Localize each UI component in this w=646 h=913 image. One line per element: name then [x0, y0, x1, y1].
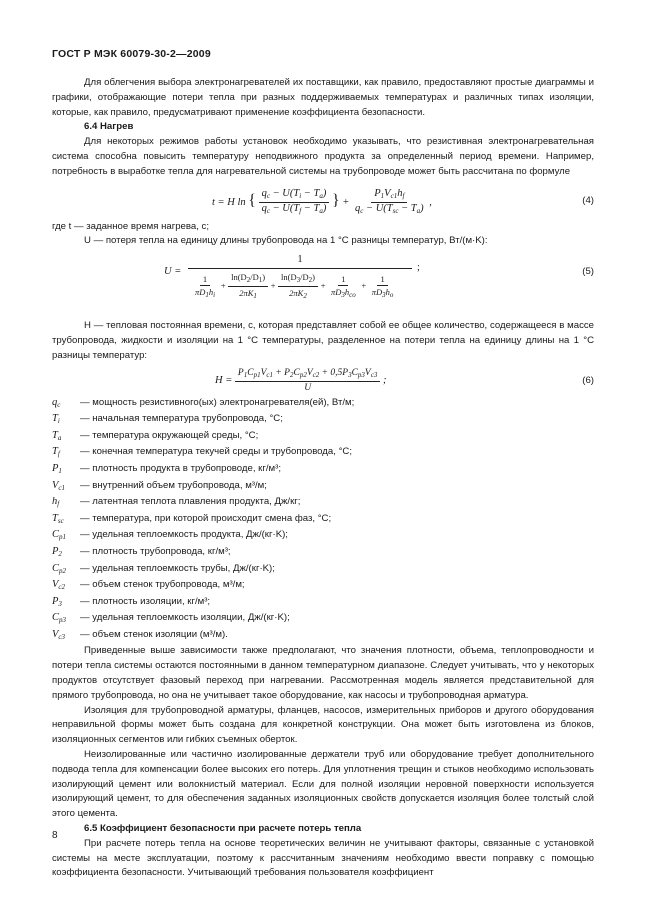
definition-symbol: $V_{c3}$ — [52, 628, 66, 641]
definition-symbol: $C_{p1}$ — [52, 529, 67, 542]
definition-text: — плотность продукта в трубопроводе, кг/м³; — [80, 462, 281, 474]
definition-item — [52, 595, 594, 612]
definition-text: — мощность резистивного(ых) электронагревателя(ей), Вт/м; — [80, 396, 355, 408]
uninsulated-paragraph: Неизолированные или частично изолированные держатели труб или оборудование требует дополнительного подвода тепла для компенсации более высоких его потерь. Для уплотнения трещин и стыков необходимо использовать изолирующий цемент или волокнистый материал. Если для полной изоляции неровной поверхности используется изолирующий цемент, то для обеспечения заданных изоляционных свойств допускается изоляция более толстый слой этого цемента. — [52, 749, 594, 820]
section-6-5-title: 6.5 Коэффициент безопасности при расчете потерь тепла — [84, 823, 362, 835]
definition-item — [52, 512, 594, 529]
equation-4-number: (4) — [582, 194, 594, 206]
definition-symbol: $P_2$ — [52, 545, 62, 558]
definition-text: — объем стенок трубопровода, м³/м; — [80, 579, 245, 591]
definition-symbol: $T_{sc}$ — [52, 512, 64, 525]
definition-symbol: $V_{c1}$ — [52, 479, 66, 492]
document-header: ГОСТ Р МЭК 60079-30-2—2009 — [52, 48, 211, 60]
definition-item — [52, 479, 594, 496]
definition-list — [52, 396, 594, 645]
section-6-4-paragraph: Для некоторых режимов работы установок необходимо указывать, что резистивная электронагревательная система способна повысить температуру неподвижного продукта за определенный период времени. Например, потребность в выработке тепла для нагревательной системы на трубопроводе может быть рассчитана по формуле — [52, 136, 594, 177]
definition-item — [52, 396, 594, 413]
definition-symbol: $T_f$ — [52, 446, 60, 459]
equation-6-number: (6) — [582, 374, 594, 386]
definition-text: — удельная теплоемкость трубы, Дж/(кг·K); — [80, 562, 275, 574]
where-u: U — потеря тепла на единицу длины трубопровода на 1 °C разницы температур, Вт/(м·K): — [84, 235, 488, 247]
definition-item — [52, 628, 594, 645]
where-t: где t — заданное время нагрева, с; — [52, 220, 210, 232]
definition-text: — внутренний объем трубопровода, м³/м; — [80, 479, 267, 491]
definition-text: — объем стенок изоляции (м³/м). — [80, 628, 228, 640]
definition-text: — температура, при которой происходит смена фаз, °C; — [80, 512, 332, 524]
definition-item — [52, 429, 594, 446]
insulation-paragraph: Изоляция для трубопроводной арматуры, фланцев, насосов, измерительных приборов и другого оборудования неправильной формы может быть создана для конкретной конструкции. Она может быть изготовлена из блоков, изоляционных сегментов или гибких съемных оберток. — [52, 704, 594, 746]
definition-symbol: $T_i$ — [52, 413, 60, 426]
definition-item — [52, 611, 594, 628]
definition-symbol: $C_{p3}$ — [52, 612, 67, 625]
definition-item — [52, 578, 594, 595]
definition-text: — конечная температура текучей среды и трубопровода, °C; — [80, 446, 352, 458]
page-body — [52, 76, 594, 881]
equation-6: H = $\frac{P_1C_{p1}V_{c1} + P_2C_{p2}V_{c2} + 0,5P_3C_{p3}V_{c3}}{U}$ ; (6) — [215, 367, 594, 393]
definition-item — [52, 562, 594, 579]
section-6-5-paragraph: При расчете потерь тепла на основе теоретических величин не учитывают факторы, связанные с установкой системы на месте эксплуатации, поэтому к рассчитанным значениям необходимо ввести поправку с помощью коэффициента безопасности. Учитывающий требования пользователя коэффициент — [52, 837, 594, 879]
definition-symbol: $C_{p2}$ — [52, 562, 67, 575]
equation-4: t = H ln { $\frac{q_c - U(T_i - T_a)}{q_c - U(T_f - T_a)}$ } + $\frac{P_1V_{c1}h_f}{q_c - U(T_{sc} - T_a)}$ , (4) — [212, 187, 594, 215]
definition-text: — латентная теплота плавления продукта, Дж/кг; — [80, 496, 301, 508]
definition-symbol: $q_c$ — [52, 396, 61, 409]
definition-item — [52, 412, 594, 429]
definition-item — [52, 462, 594, 479]
definition-text: — удельная теплоемкость продукта, Дж/(кг·K); — [80, 529, 288, 541]
definition-text: — температура окружающей среды, °C; — [80, 429, 259, 441]
definition-symbol: $T_a$ — [52, 429, 62, 442]
definition-item — [52, 445, 594, 462]
intro-paragraph: Для облегчения выбора электронагревателей их поставщики, как правило, предоставляют простые диаграммы и графики, отображающие потери тепла при разных поддерживаемых температурах и различных типах изоляции, которые, как правило, предусматривают применение коэффициента безопасности. — [52, 77, 594, 118]
definition-symbol: $V_{c2}$ — [52, 579, 66, 592]
definition-item — [52, 545, 594, 562]
equation-5: U = 1 $\frac{1}{\pi D_1h_i}$ + $\frac{\ln(D_2/D_1)}{2\pi K_1}$ + $\frac{\ln(D_3/D_2)}{2\pi K_2}$ + $\frac{1}{\pi D_3h_{co}}$ + $\frac{1}{\pi D_3h_o}$ ; (5) — [164, 254, 594, 301]
dependencies-paragraph: Приведенные выше зависимости также предполагают, что значения плотности, объема, теплопроводности и потери тепла системы остаются постоянными в данном температурном диапазоне. Следует учитывать, что у некоторых продуктов отсутствует фазовый переход при нагревании. Рассмотренная модель является представительной для прямого трубопровода, но она не учитывает такое оборудование, как насосы и трубопроводная арматура. — [52, 645, 594, 701]
page-number: 8 — [52, 830, 58, 841]
equation-5-number: (5) — [582, 266, 594, 278]
definition-symbol: $h_f$ — [52, 496, 60, 509]
h-paragraph: H — тепловая постоянная времени, c, которая представляет собой ее общее количество, содержащееся в массе трубопровода, жидкости и изоляции на 1 °C температуры, разделенное на потери тепла на единицу длины на 1 °C разницы температур: — [52, 320, 594, 361]
definition-text: — плотность трубопровода, кг/м³; — [80, 545, 231, 557]
definition-text: — удельная теплоемкость изоляции, Дж/(кг·K); — [80, 612, 290, 624]
definition-symbol: $P_1$ — [52, 462, 62, 475]
definition-item — [52, 528, 594, 545]
definition-symbol: $P_3$ — [52, 595, 62, 608]
section-6-4-title: 6.4 Нагрев — [84, 121, 134, 133]
definition-text: — начальная температура трубопровода, °C; — [80, 413, 283, 425]
definition-item — [52, 495, 594, 512]
definition-text: — плотность изоляции, кг/м³; — [80, 595, 211, 607]
